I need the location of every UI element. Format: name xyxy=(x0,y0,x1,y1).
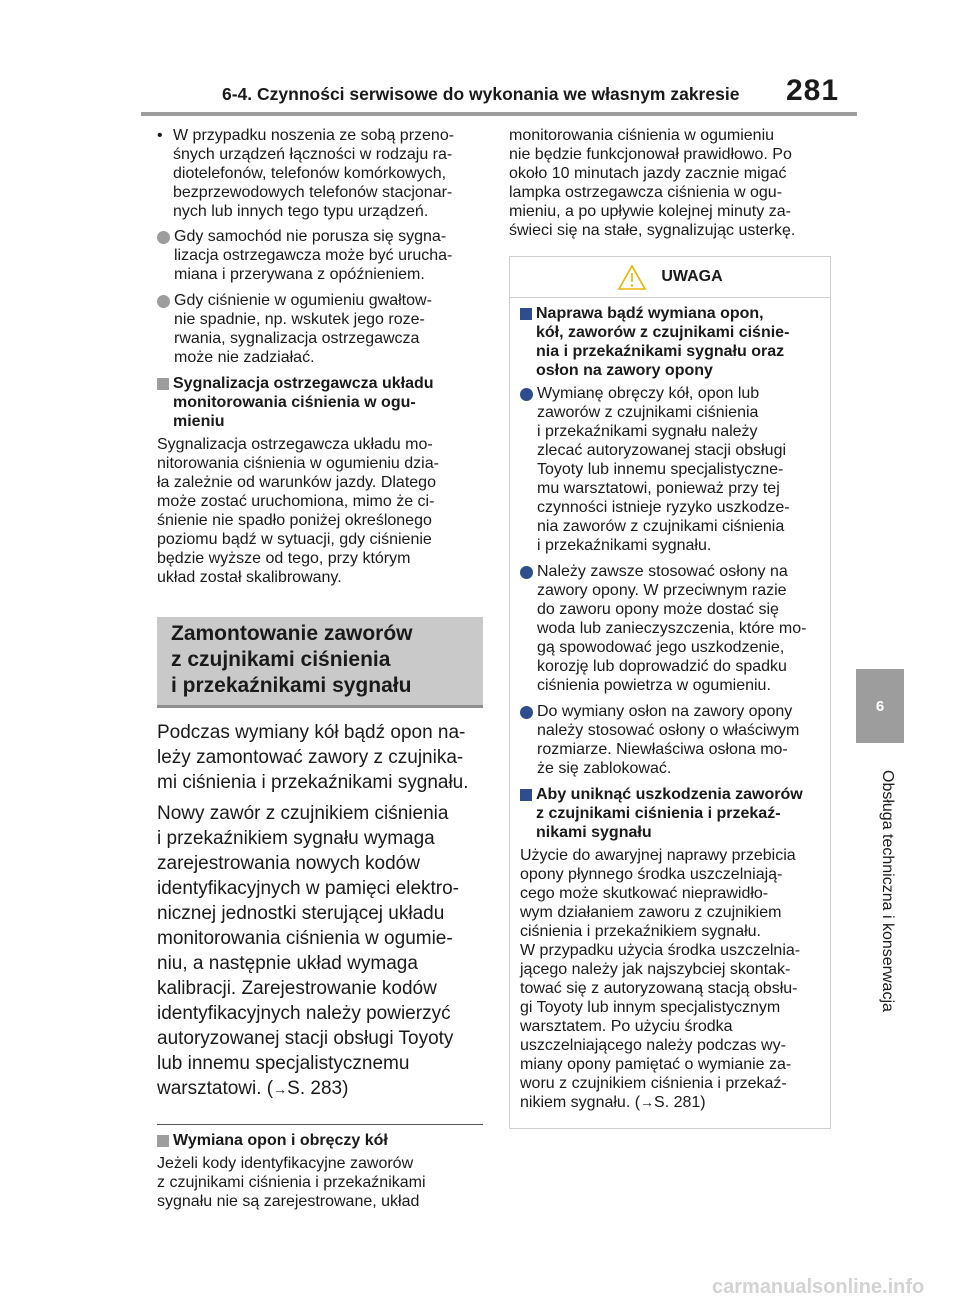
chapter-number: 6 xyxy=(875,697,885,715)
line: mu warsztatowi, ponieważ przy tej xyxy=(537,480,780,497)
warning-paragraph xyxy=(520,846,820,1112)
circle-bullet-icon xyxy=(520,706,533,719)
line: warsztatem. Po użyciu środka xyxy=(520,1018,733,1035)
line: tować się z autoryzowaną stacją obsłu- xyxy=(520,980,798,997)
line: Użycie do awaryjnej naprawy przebicia xyxy=(520,847,796,864)
line: nicznej jednostki sterującej układu xyxy=(157,903,445,924)
line: ła zależnie od warunków jazdy. Dlatego xyxy=(157,474,436,491)
section-title xyxy=(157,617,483,708)
line: nia zaworów z czujnikami ciśnienia xyxy=(537,518,785,535)
line: może zostać uruchomiona, mimo że ci- xyxy=(157,493,435,510)
line: i przekaźnikami sygnału. xyxy=(537,537,712,554)
line: diotelefonów, telefonów komórkowych, xyxy=(173,165,447,182)
line: Należy zawsze stosować osłony na xyxy=(537,563,788,580)
line: do zaworu opony może dostać się xyxy=(537,601,779,618)
line: bezprzewodowych telefonów stacjonar- xyxy=(173,184,453,201)
line: może nie zadziałać. xyxy=(174,349,315,366)
line: śnienie nie spadło poniżej określonego xyxy=(157,512,432,529)
intro-paragraph xyxy=(157,720,483,795)
line: jącego należy jak najszybciej skontak- xyxy=(520,961,791,978)
line: gą spowodować jego uszkodzenie, xyxy=(537,639,785,656)
line: gi Toyoty lub innym specjalistycznym xyxy=(520,999,781,1016)
subheading-tire-wheel-replacement xyxy=(157,1131,483,1150)
line: kół, zaworów z czujnikami ciśnie- xyxy=(536,324,790,341)
paragraph-tpms-warning xyxy=(157,435,483,587)
square-bullet-icon xyxy=(520,789,532,801)
line: korozję lub doprowadzić do spadku xyxy=(537,658,787,675)
page-number: 281 xyxy=(786,74,840,107)
circle-bullet-icon xyxy=(520,388,533,401)
arrow-right-icon: → xyxy=(640,1094,655,1110)
line: wym działaniem zaworu z czujnikiem xyxy=(520,904,782,921)
line: rwania, sygnalizacja ostrzegawcza xyxy=(174,330,420,347)
circle-bullet-icon xyxy=(157,231,170,244)
text-fragment: nikiem sygnału. ( xyxy=(520,1094,641,1111)
line: z czujnikami ciśnienia i przekaź- xyxy=(536,805,781,822)
square-bullet-icon xyxy=(157,1135,169,1147)
line: woru z czujnikiem ciśnienia i przekaź- xyxy=(520,1075,787,1092)
line: mieniu, a po upływie kolejnej minuty za- xyxy=(509,203,791,220)
line: należy stosować osłony o właściwym xyxy=(537,722,800,739)
page-reference-link[interactable]: S. 283) xyxy=(287,1078,349,1099)
page-reference-link[interactable]: S. 281) xyxy=(654,1094,706,1111)
line: zawory opony. W przeciwnym razie xyxy=(537,582,787,599)
line: nie będzie funkcjonował prawidłowo. Po xyxy=(509,146,792,163)
circle-bullet-icon xyxy=(520,566,533,579)
line: świeci się na stałe, sygnalizując usterkę. xyxy=(509,222,796,239)
line: nitorowania ciśnienia w ogumieniu dzia- xyxy=(157,455,439,472)
line: Sygnalizacja ostrzegawcza układu xyxy=(173,375,434,392)
line: Wymianę obręczy kół, opon lub xyxy=(537,385,760,402)
line: nia i przekaźnikami sygnału oraz xyxy=(536,343,785,360)
circle-bullet-icon xyxy=(157,295,170,308)
line: lizacja ostrzegawcza może być urucha- xyxy=(174,247,453,264)
line: Toyoty lub innemu specjalistyczne- xyxy=(537,461,784,478)
line: zlecać autoryzowanej stacji obsługi xyxy=(537,442,787,459)
line: sygnału nie są zarejestrowane, układ xyxy=(157,1193,420,1210)
line: lub innemu specjalistycznemu xyxy=(157,1053,410,1074)
line: Gdy ciśnienie w ogumieniu gwałtow- xyxy=(174,292,432,309)
line: miany opony pamiętać o wymianie za- xyxy=(520,1056,792,1073)
line: miana i przerywana z opóźnieniem. xyxy=(174,266,425,283)
right-column xyxy=(509,126,831,1129)
line: nych lub innych tego typu urządzeń. xyxy=(173,203,429,220)
list-item xyxy=(520,384,820,555)
line: identyfikacyjnych należy powierzyć xyxy=(157,1003,451,1024)
divider xyxy=(157,1124,483,1125)
paragraph-unregistered-codes xyxy=(157,1154,483,1211)
line: uszczelniającego należy podczas wy- xyxy=(520,1037,786,1054)
chapter-tab[interactable] xyxy=(856,669,904,743)
line: lampka ostrzegawcza ciśnienia w ogu- xyxy=(509,184,783,201)
line: rozmiarze. Niewłaściwa osłona mo- xyxy=(537,741,788,758)
line: opony płynnego środka uszczelniają- xyxy=(520,866,783,883)
list-item xyxy=(520,702,820,778)
line: ciśnienia powietrza w ogumieniu. xyxy=(537,677,771,694)
line: układ został skalibrowany. xyxy=(157,569,342,586)
line: Jeżeli kody identyfikacyjne zaworów xyxy=(157,1155,414,1172)
warning-subheading-repair xyxy=(520,304,820,380)
warning-triangle-icon xyxy=(617,264,647,291)
paragraph-continuation xyxy=(509,126,831,240)
square-bullet-icon xyxy=(520,308,532,320)
text-fragment: warsztatowi. ( xyxy=(157,1078,274,1099)
line: leży zamontować zawory z czujnika- xyxy=(157,747,464,768)
line: ciśnienia i przekaźnikiem sygnału. xyxy=(520,923,761,940)
line: Aby uniknąć uszkodzenia zaworów xyxy=(536,786,803,803)
line xyxy=(520,1093,820,1112)
bullet-marker: • xyxy=(157,127,163,144)
chapter-label: Obsługa techniczna i konserwacja xyxy=(879,770,896,1012)
line: mi ciśnienia i przekaźnikami sygnału. xyxy=(157,772,469,793)
line: autoryzowanej stacji obsługi Toyoty xyxy=(157,1028,454,1049)
running-header-title: 6-4. Czynności serwisowe do wykonania we własnym zakresie xyxy=(222,84,740,104)
warning-title: UWAGA xyxy=(661,268,723,285)
line: cego może skutkować nieprawidło- xyxy=(520,885,769,902)
line: osłon na zawory opony xyxy=(536,362,713,379)
line: monitorowania ciśnienia w ogumieniu xyxy=(509,127,775,144)
header-rule xyxy=(141,112,857,116)
line xyxy=(157,1076,483,1102)
line: kalibracji. Zarejestrowanie kodów xyxy=(157,978,437,999)
warning-box xyxy=(509,256,831,1129)
line: W przypadku noszenia ze sobą przeno- xyxy=(173,127,455,144)
warning-subheading-avoid-damage xyxy=(520,785,820,842)
line: Gdy samochód nie porusza się sygna- xyxy=(174,228,447,245)
line: mieniu xyxy=(173,413,225,430)
left-column xyxy=(157,126,483,1217)
square-bullet-icon xyxy=(157,378,169,390)
line: woda lub zanieczyszczenia, które mo- xyxy=(537,620,807,637)
line: że się zablokować. xyxy=(537,760,672,777)
line: monitorowania ciśnienia w ogu- xyxy=(173,394,416,411)
line: około 10 minutach jazdy zacznie migać xyxy=(509,165,787,182)
line: nie spadnie, np. wskutek jego roze- xyxy=(174,311,425,328)
registration-paragraph xyxy=(157,801,483,1102)
line: Sygnalizacja ostrzegawcza układu mo- xyxy=(157,436,433,453)
line: Nowy zawór z czujnikiem ciśnienia xyxy=(157,803,449,824)
watermark: carmanualsonline.info xyxy=(712,1276,925,1298)
line: śnych urządzeń łączności w rodzaju ra- xyxy=(173,146,453,163)
line: Do wymiany osłon na zawory opony xyxy=(537,703,793,720)
subheading-tpms-warning xyxy=(157,374,483,431)
line: zarejestrowania nowych kodów xyxy=(157,853,420,874)
line: Wymiana opon i obręczy kół xyxy=(173,1132,388,1149)
warning-header xyxy=(510,257,830,298)
section-title-line: Zamontowanie zaworów xyxy=(171,622,413,645)
line: monitorowania ciśnienia w ogumie- xyxy=(157,928,453,949)
line: Podczas wymiany kół bądź opon na- xyxy=(157,722,466,743)
line: będzie wyższe od tego, przy którym xyxy=(157,550,411,567)
list-item xyxy=(520,562,820,695)
line: poziomu bądź w sytuacji, gdy ciśnienie xyxy=(157,531,432,548)
line: niu, a następnie układ wymaga xyxy=(157,953,418,974)
warning-body xyxy=(510,298,830,1128)
line: z czujnikami ciśnienia i przekaźnikami xyxy=(157,1174,426,1191)
line: W przypadku użycia środka uszczelnia- xyxy=(520,942,801,959)
line: nikami sygnału xyxy=(536,824,652,841)
list-item xyxy=(157,291,483,367)
bullet-item xyxy=(157,126,483,221)
line: zaworów z czujnikami ciśnienia xyxy=(537,404,759,421)
section-title-line: z czujnikami ciśnienia xyxy=(171,648,391,671)
line: Naprawa bądź wymiana opon, xyxy=(536,305,764,322)
arrow-right-icon: → xyxy=(273,1081,288,1097)
list-item xyxy=(157,227,483,284)
line: i przekaźnikiem sygnału wymaga xyxy=(157,828,435,849)
line: czynności istnieje ryzyko uszkodze- xyxy=(537,499,790,516)
line: identyfikacyjnych w pamięci elektro- xyxy=(157,878,460,899)
section-title-line: i przekaźnikami sygnału xyxy=(171,674,412,697)
line: i przekaźnikami sygnału należy xyxy=(537,423,758,440)
